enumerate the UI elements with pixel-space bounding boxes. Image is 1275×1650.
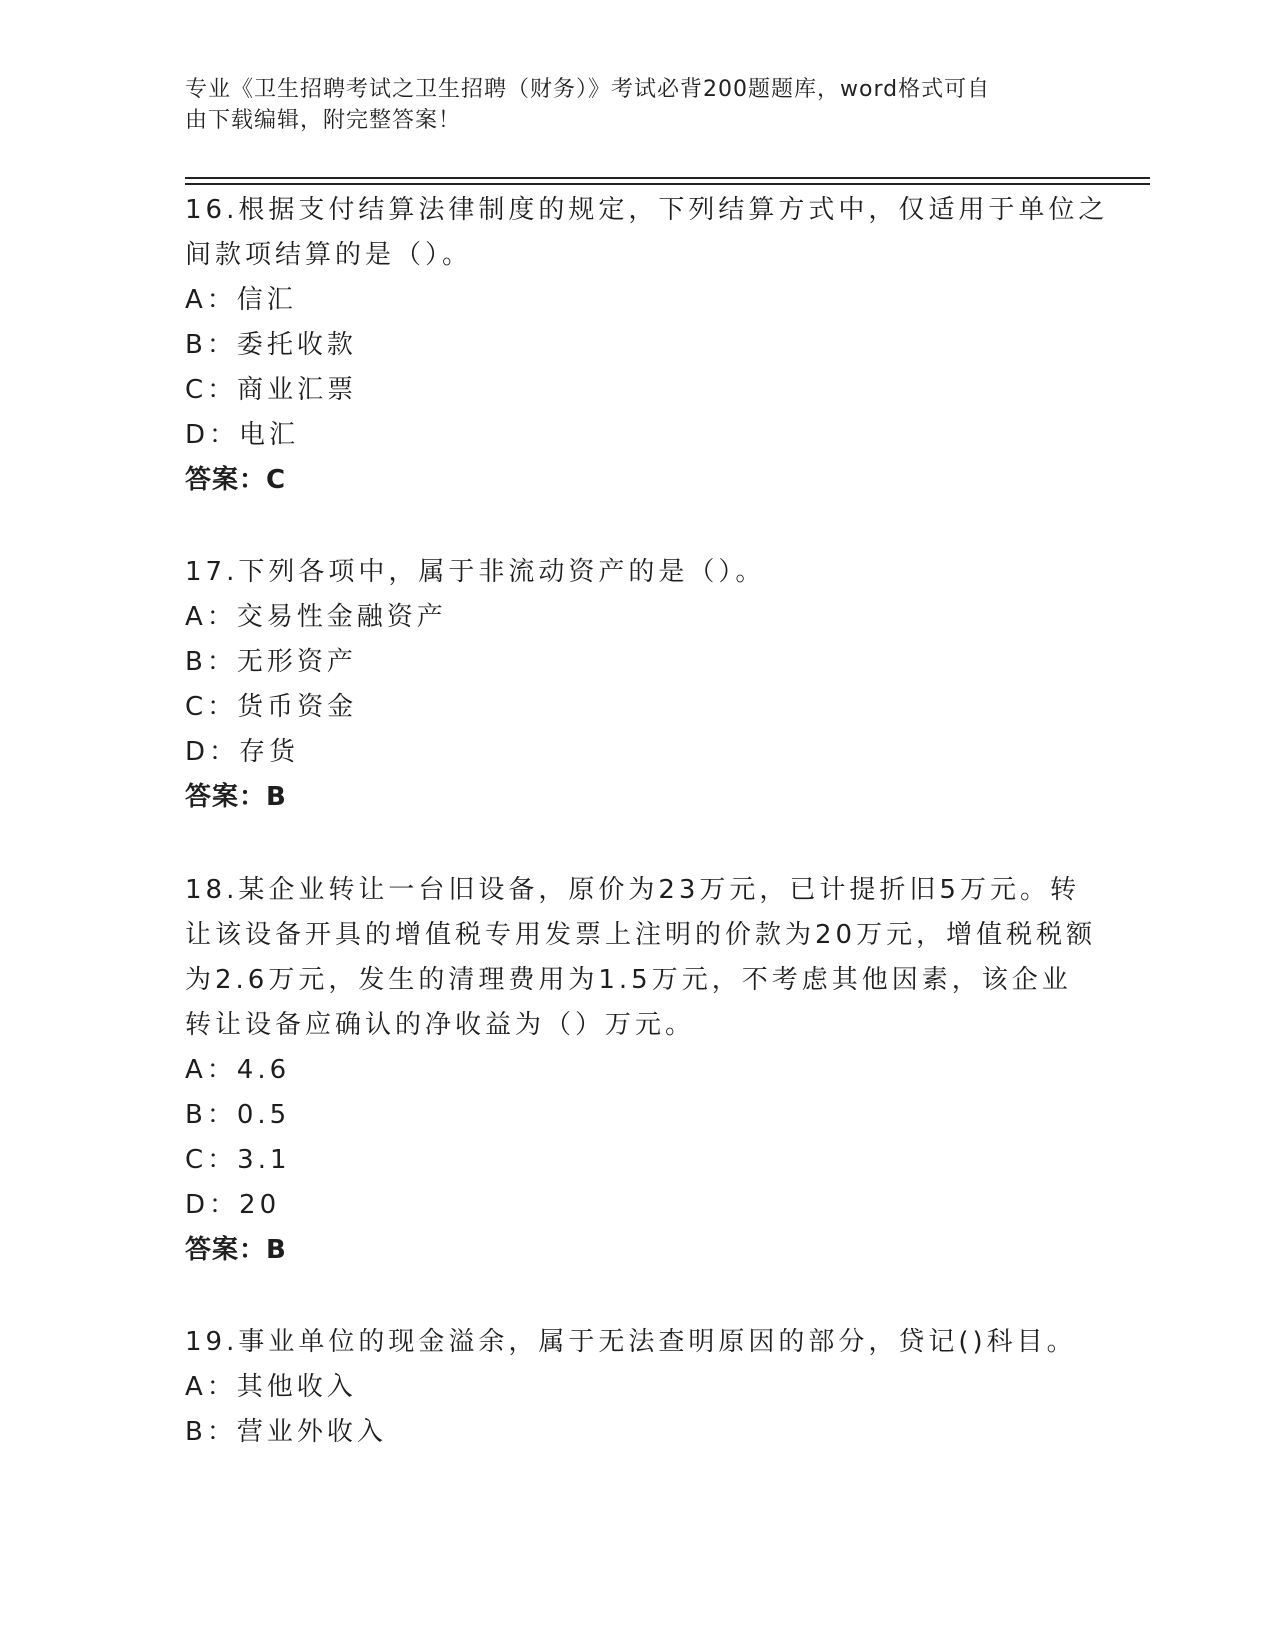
option-c: C：货币资金 — [185, 692, 358, 722]
answer: 答案：B — [185, 782, 287, 812]
option-b: B：无形资产 — [185, 647, 357, 677]
question-17 — [185, 550, 1085, 820]
answer: 答案：C — [185, 465, 287, 495]
header-line-2: 由下载编辑，附完整答案！ — [185, 108, 462, 133]
question-text-line: 间款项结算的是（）。 — [185, 240, 473, 270]
question-19 — [185, 1320, 1085, 1455]
option-a: A：交易性金融资产 — [185, 602, 447, 632]
option-c: C：3.1 — [185, 1145, 291, 1175]
question-text-line: 让该设备开具的增值税专用发票上注明的价款为20万元，增值税税额 — [185, 920, 1097, 950]
question-text-line: 19.事业单位的现金溢余，属于无法查明原因的部分，贷记()科目。 — [185, 1327, 1077, 1357]
option-a: A：4.6 — [185, 1055, 291, 1085]
question-text-line: 18.某企业转让一台旧设备，原价为23万元，已计提折旧5万元。转 — [185, 875, 1080, 905]
option-a: A：信汇 — [185, 285, 297, 315]
header-line-1: 专业《卫生招聘考试之卫生招聘（财务）》考试必背200题题库，word格式可自 — [185, 77, 991, 102]
option-b: B：0.5 — [185, 1100, 291, 1130]
question-text-line: 为2.6万元，发生的清理费用为1.5万元，不考虑其他因素，该企业 — [185, 965, 1072, 995]
header-divider-top — [185, 177, 1150, 179]
option-a: A：其他收入 — [185, 1372, 357, 1402]
document-header — [185, 74, 1065, 136]
option-b: B：委托收款 — [185, 330, 357, 360]
answer: 答案：B — [185, 1235, 287, 1265]
option-c: C：商业汇票 — [185, 375, 358, 405]
question-16 — [185, 188, 1109, 503]
question-text-line: 17.下列各项中，属于非流动资产的是（）。 — [185, 557, 766, 587]
option-d: D：存货 — [185, 737, 300, 767]
option-d: D：20 — [185, 1190, 281, 1220]
option-b: B：营业外收入 — [185, 1417, 387, 1447]
option-d: D：电汇 — [185, 420, 300, 450]
question-18 — [185, 868, 1097, 1273]
question-text-line: 16.根据支付结算法律制度的规定，下列结算方式中，仅适用于单位之 — [185, 195, 1109, 225]
header-divider-bottom — [185, 183, 1150, 185]
question-text-line: 转让设备应确认的净收益为（）万元。 — [185, 1010, 696, 1040]
